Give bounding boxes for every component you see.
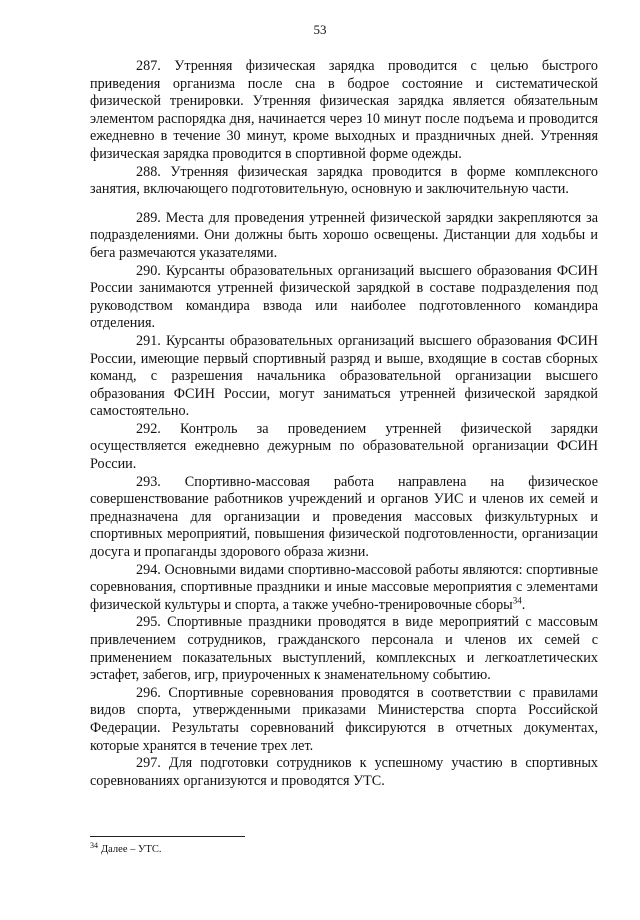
paragraph-291: 291. Курсанты образовательных организаций высшего образования ФСИН России, имеющие первый спортивный разряд и выше, входящие в состав сборных команд, с разрешения начальника образовательной организации высшего образования ФСИН России, могут заниматься утренней физической зарядкой самостоятельно. [90,332,598,420]
footnote-text: Далее – УТС. [101,844,162,855]
document-body [90,58,598,790]
paragraph-297: 297. Для подготовки сотрудников к успешному участию в спортивных соревнованиях организуются и проводятся УТС. [90,755,598,789]
paragraph-290: 290. Курсанты образовательных организаций высшего образования ФСИН России занимаются утренней физической зарядкой в составе подразделения под руководством командира взвода или наиболее подготовленного командира отделения. [90,262,598,332]
paragraph-292: 292. Контроль за проведением утренней физической зарядки осуществляется ежедневно дежурным по образовательной организации ФСИН России. [90,420,598,473]
paragraph-289: 289. Места для проведения утренней физической зарядки закрепляются за подразделениями. Они должны быть хорошо освещены. Дистанции для ходьбы и бега размечаются указателями. [90,209,598,261]
paragraph-295: 295. Спортивные праздники проводятся в виде мероприятий с массовым привлечением сотрудников, гражданского персонала и членов их семей с применением показательных выступлений, комплексных и легкоатлетических эстафет, забегов, игр, приуроченных к знаменательному событию. [90,614,598,684]
paragraph-294 [90,562,598,615]
footnote-number: 34 [90,840,98,850]
paragraph-288: 288. Утренняя физическая зарядка проводится в форме комплексного занятия, включающего подготовительную, основную и заключительную части. [90,163,598,198]
footnote-reference: 34 [512,595,522,606]
footnote-divider [90,836,245,837]
footnote [90,840,162,856]
paragraph-293: 293. Спортивно-массовая работа направлена на физическое совершенствование работников учреждений и органов УИС и членов их семей и предназначена для организации и проведения массовых физкультурных и спортивных мероприятий, повышения физической подготовленности, организации досуга и пропаганды здорового образа жизни. [90,473,598,561]
paragraph-294-end: . [521,596,526,613]
page-number: 53 [313,22,327,37]
paragraph-287: 287. Утренняя физическая зарядка проводится с целью быстрого приведения организма после сна в бодрое состояние и систематической физической тренировки. Утренняя физическая зарядка является обязательным элементом распорядка дня, начинается через 10 минут после подъема и проводится ежедневно в течение 30 минут, кроме выходных и праздничных дней. Утренняя физическая зарядка проводится в спортивной форме одежды. [90,58,598,162]
paragraph-296: 296. Спортивные соревнования проводятся в соответствии с правилами видов спорта, утвержденными приказами Министерства спорта Российской Федерации. Результаты соревнований фиксируются в отчетных документах, которые хранятся в течение трех лет. [90,684,598,754]
paragraph-294-text: 294. Основными видами спортивно-массовой работы являются: спортивные соревнования, спортивные праздники и иные массовые мероприятия с элементами физической культуры и спорта, а также учебно-тренировочные сборы [90,561,598,613]
